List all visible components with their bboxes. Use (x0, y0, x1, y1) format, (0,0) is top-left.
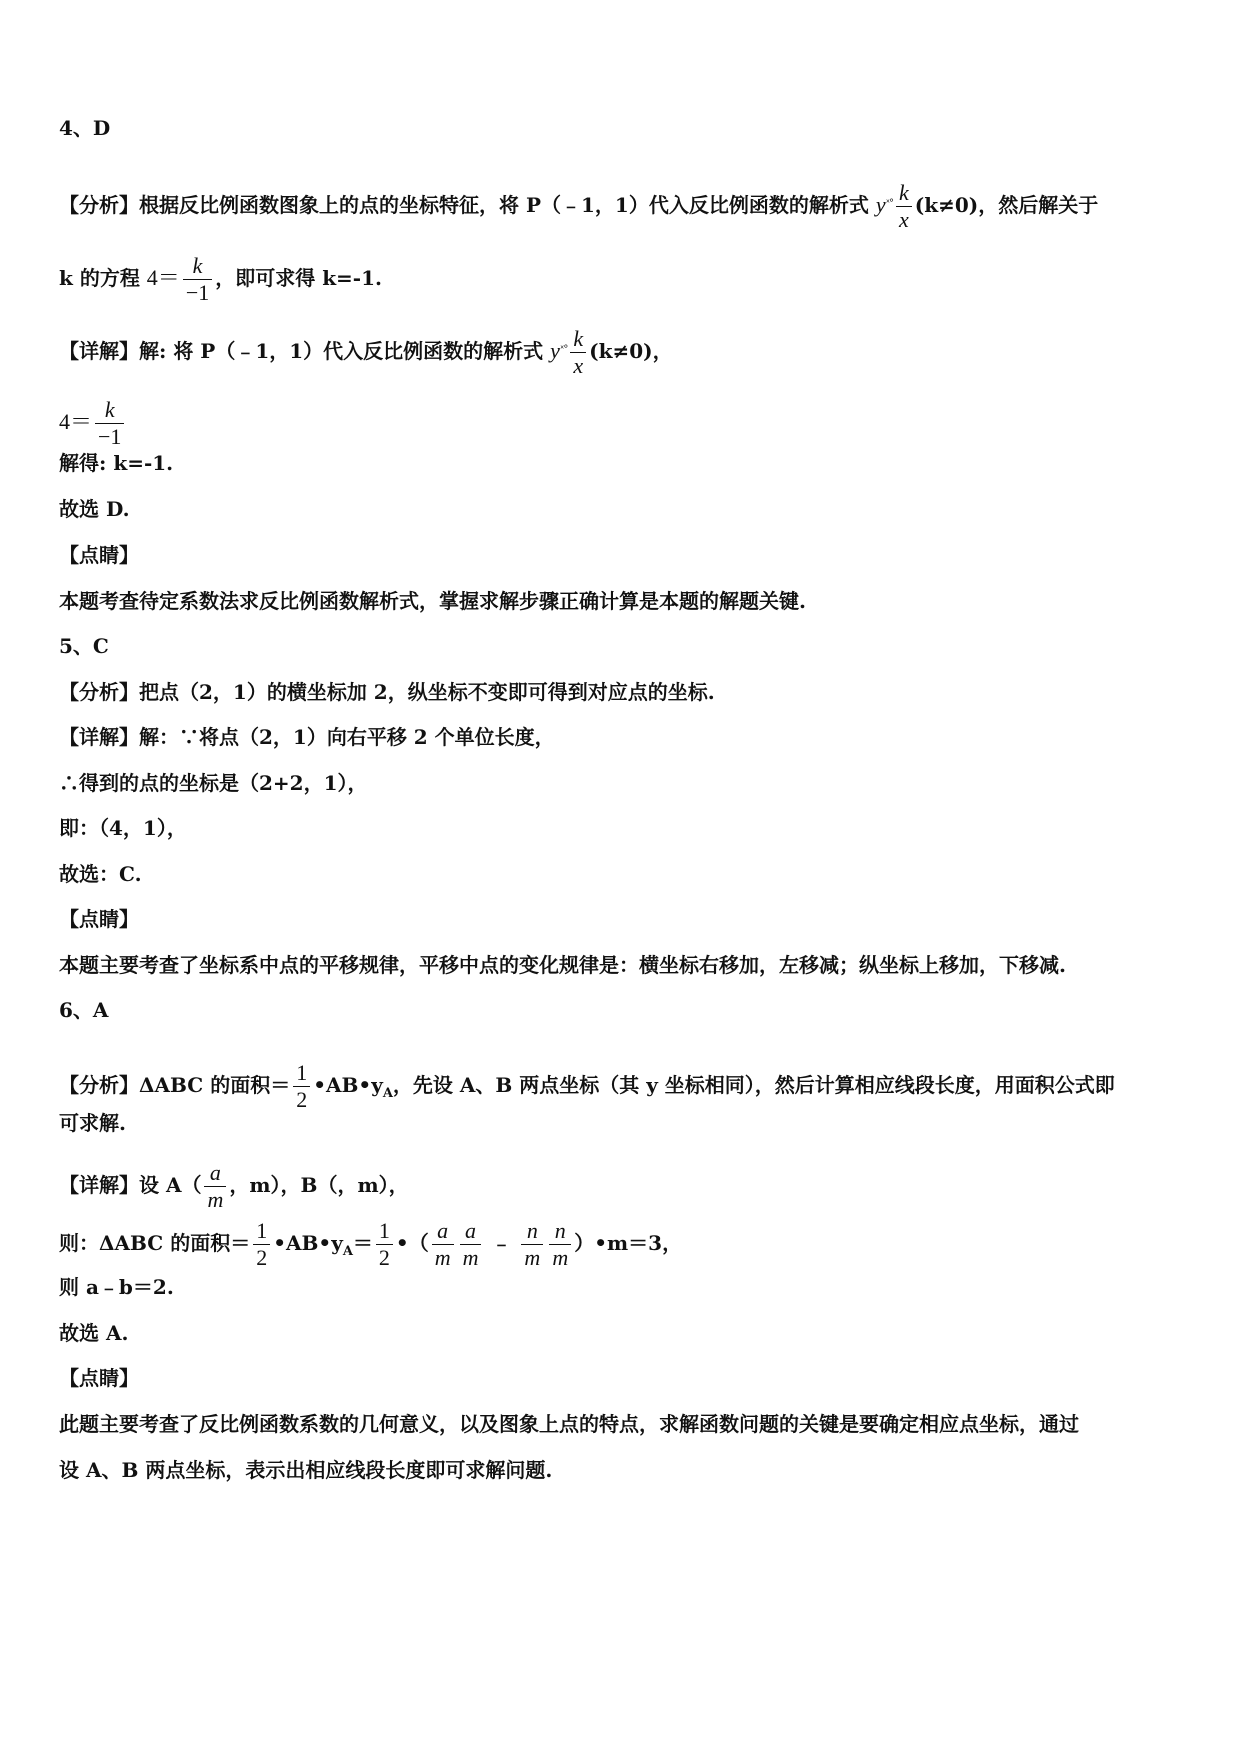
q5-analysis: 【分析】把点（2，1）的横坐标加 2，纵坐标不变即可得到对应点的坐标. (59, 680, 715, 704)
detail-tag: 【详解】 (59, 1173, 139, 1197)
q5-comment-tag: 【点睛】 (59, 907, 139, 931)
q4-equation: 4＝ $\frac{k}{-1}$ (59, 397, 127, 450)
q6-header: 6、A (59, 998, 109, 1022)
fraction-k-over-neg1: $\frac{k}{-1}$ (183, 253, 212, 306)
q4-detail-line: 【详解】解: 将 P（﹣1，1）代入反比例函数的解析式 $y^{ˣ^\circ}$ $\frac{k}{x}$ (k≠0)， (59, 326, 673, 378)
q6-analysis-line2: 可求解. (59, 1111, 126, 1135)
q4-choice: 故选 D. (59, 497, 130, 521)
q6-analysis-line1: 【分析】ΔABC 的面积＝ $\frac{1}{2}$ $•AB•y_A$，先设 A、B 两点坐标（其 y 坐标相同），然后计算相应线段长度，用面积公式即 (59, 1060, 1115, 1112)
q4-analysis-line1: 【分析】根据反比例函数图象上的点的坐标特征，将 P（﹣1，1）代入反比例函数的解析式 $y^{ˣ^\circ}$ $\frac{k}{x}$ (k≠0)，然后解关于 (59, 180, 1099, 232)
analysis-tag: 【分析】 (59, 1073, 139, 1097)
q6-detail-line1: 【详解】设 A（ $\frac{a}{m}$ ，m），B（，m）， (59, 1160, 409, 1212)
analysis-tag: 【分析】 (59, 193, 139, 217)
q5-choice: 故选：C. (59, 862, 142, 886)
q5-detail-line3: 即：（4，1）， (59, 816, 187, 840)
fraction-a-over-m: $\frac{a}{m}$ (432, 1218, 454, 1271)
fraction-a-over-m: $\frac{a}{m}$ (460, 1218, 482, 1271)
fraction-one-half: $\frac{1}{2}$ (293, 1060, 310, 1113)
fraction-k-over-neg1: $\frac{k}{-1}$ (95, 397, 124, 450)
analysis-tag: 【分析】 (59, 680, 139, 704)
fraction-one-half: $\frac{1}{2}$ (376, 1218, 393, 1271)
q4-solved: 解得: k=-1. (59, 451, 174, 475)
fraction-one-half: $\frac{1}{2}$ (253, 1218, 270, 1271)
q4-comment-tag: 【点睛】 (59, 543, 139, 567)
q4-analysis-line2: k 的方程 4＝ $\frac{k}{-1}$ ，即可求得 k=-1. (59, 253, 382, 305)
detail-tag: 【详解】 (59, 725, 139, 749)
q6-comment-tag: 【点睛】 (59, 1366, 139, 1390)
q6-comment-line1: 此题主要考查了反比例函数系数的几何意义，以及图象上点的特点，求解函数问题的关键是要确定相应点坐标，通过 (59, 1412, 1079, 1436)
fraction-n-over-m: $\frac{n}{m}$ (549, 1218, 571, 1271)
detail-tag: 【详解】 (59, 339, 139, 363)
q5-detail-line1: 【详解】解：∵将点（2，1）向右平移 2 个单位长度， (59, 725, 555, 749)
q6-result: 则 a﹣b＝2. (59, 1275, 174, 1299)
q5-comment: 本题主要考查了坐标系中点的平移规律，平移中点的变化规律是：横坐标右移加，左移减；纵坐标上移加，下移减. (59, 953, 1066, 977)
q6-detail-line2: 则：ΔABC 的面积＝ $\frac{1}{2}$ $•AB•y_A=$ $\frac{1}{2}$ •（ $\frac{a}{m}$ $\frac{a}{m}$ ﹣ $\frac{n}{m}$ $\frac{n}{m}$ ）•m＝3， (59, 1218, 683, 1270)
fraction-a-over-m: $\frac{a}{m}$ (204, 1160, 226, 1213)
q4-header: 4、D (59, 116, 111, 140)
fraction-k-over-x: $\frac{k}{x}$ (570, 326, 586, 379)
q6-choice: 故选 A. (59, 1321, 129, 1345)
fraction-n-over-m: $\frac{n}{m}$ (521, 1218, 543, 1271)
q4-comment: 本题考查待定系数法求反比例函数解析式，掌握求解步骤正确计算是本题的解题关键. (59, 589, 806, 613)
q5-header: 5、C (59, 634, 109, 658)
fraction-k-over-x: $\frac{k}{x}$ (896, 180, 912, 233)
q5-detail-line2: ∴得到的点的坐标是（2+2，1）， (59, 771, 368, 795)
q6-comment-line2: 设 A、B 两点坐标，表示出相应线段长度即可求解问题. (59, 1458, 553, 1482)
